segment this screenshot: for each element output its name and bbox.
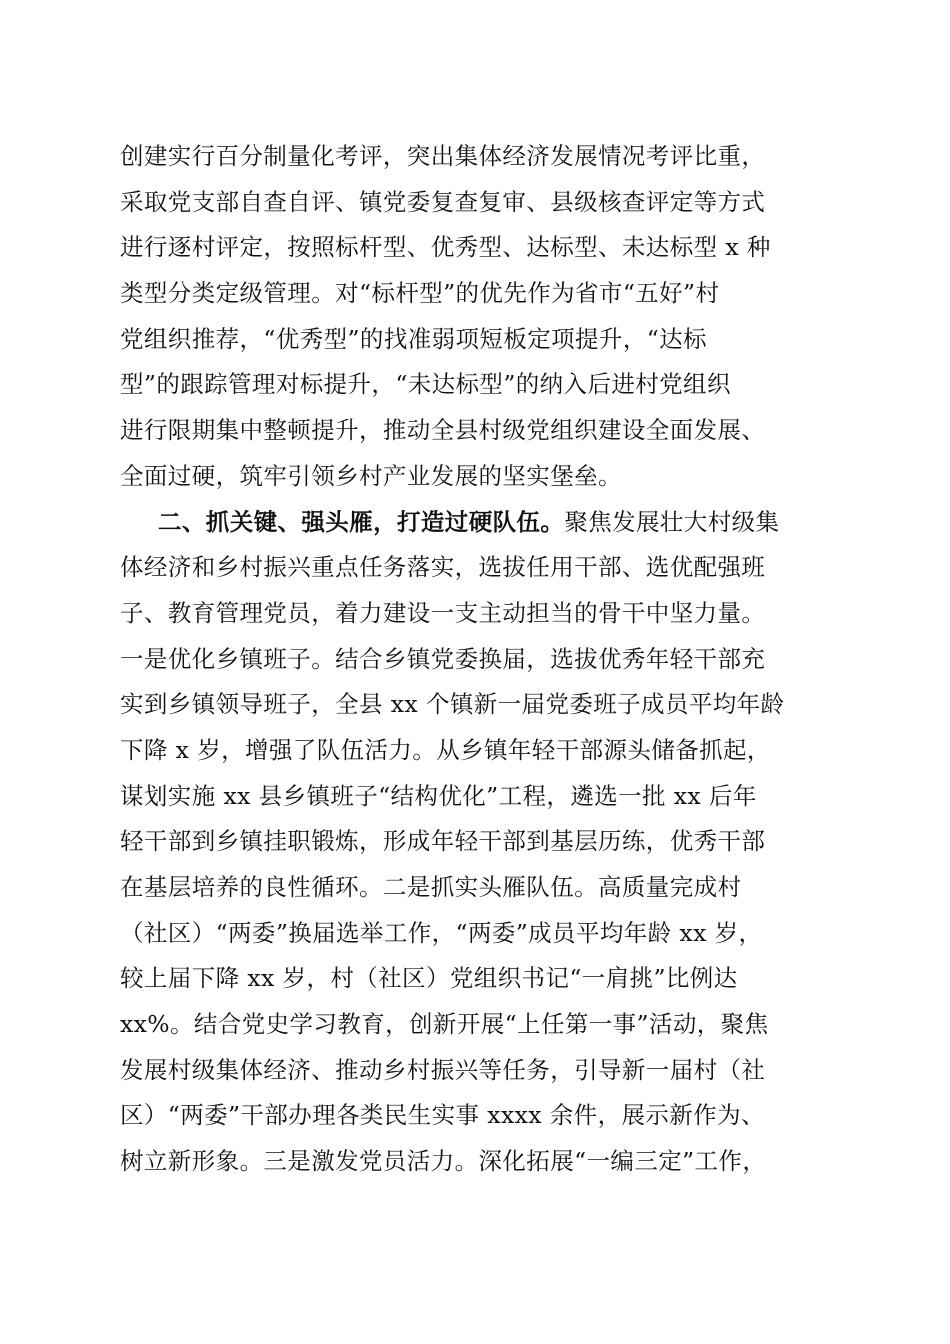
text-line: 党组织推荐，“优秀型”的找准弱项短板定项提升，“达标 xyxy=(120,324,707,353)
section-heading-continuation: 聚焦发展壮大村级集 xyxy=(564,507,780,536)
text-line: 区）“两委”干部办理各类民生实事 xxxx 余件，展示新作为、 xyxy=(120,1101,765,1130)
text-line: 实到乡镇领导班子，全县 xx 个镇新一届党委班子成员平均年龄 xyxy=(120,690,785,719)
section-heading: 二、抓关键、强头雁，打造过硬队伍。 xyxy=(158,507,565,536)
text-line: 型”的跟踪管理对标提升，“未达标型”的纳入后进村党组织 xyxy=(120,370,731,399)
text-line: 进行逐村评定，按照标杆型、优秀型、达标型、未达标型 x 种 xyxy=(120,233,771,262)
text-line: xx%。结合党史学习教育，创新开展“上任第一事”活动，聚焦 xyxy=(120,1010,769,1039)
text-line: 创建实行百分制量化考评，突出集体经济发展情况考评比重， xyxy=(120,142,766,170)
text-line: 采取党支部自查自评、镇党委复查复审、县级核查评定等方式 xyxy=(120,187,766,216)
text-line: 树立新形象。三是激发党员活力。深化拓展“一编三定”工作， xyxy=(120,1147,767,1176)
text-line: 发展村级集体经济、推动乡村振兴等任务，引导新一届村（社 xyxy=(120,1055,766,1084)
text-line: 全面过硬，筑牢引领乡村产业发展的坚实堡垒。 xyxy=(120,461,622,490)
text-line: 下降 x 岁，增强了队伍活力。从乡镇年轻干部源头储备抓起， xyxy=(120,735,771,764)
text-line: 体经济和乡村振兴重点任务落实，选拔任用干部、选优配强班 xyxy=(120,553,766,582)
text-line: 较上届下降 xx 岁，村（社区）党组织书记“一肩挑”比例达 xyxy=(120,964,738,993)
text-line: 在基层培养的良性循环。二是抓实头雁队伍。高质量完成村 xyxy=(120,873,742,901)
text-line: 类型分类定级管理。对“标杆型”的优先作为省市“五好”村 xyxy=(120,279,720,308)
section-heading-line xyxy=(120,500,830,546)
document-body xyxy=(120,134,830,1185)
text-line: （社区）“两委”换届选举工作，“两委”成员平均年龄 xx 岁， xyxy=(120,918,763,947)
text-line: 谋划实施 xx 县乡镇班子“结构优化”工程，遴选一批 xx 后年 xyxy=(120,781,757,810)
text-line: 子、教育管理党员，着力建设一支主动担当的骨干中坚力量。 xyxy=(120,598,766,627)
text-line: 进行限期集中整顿提升，推动全县村级党组织建设全面发展、 xyxy=(120,416,766,445)
text-line: 一是优化乡镇班子。结合乡镇党委换届，选拔优秀年轻干部充 xyxy=(120,644,766,673)
text-line: 轻干部到乡镇挂职锻炼，形成年轻干部到基层历练，优秀干部 xyxy=(120,827,766,856)
